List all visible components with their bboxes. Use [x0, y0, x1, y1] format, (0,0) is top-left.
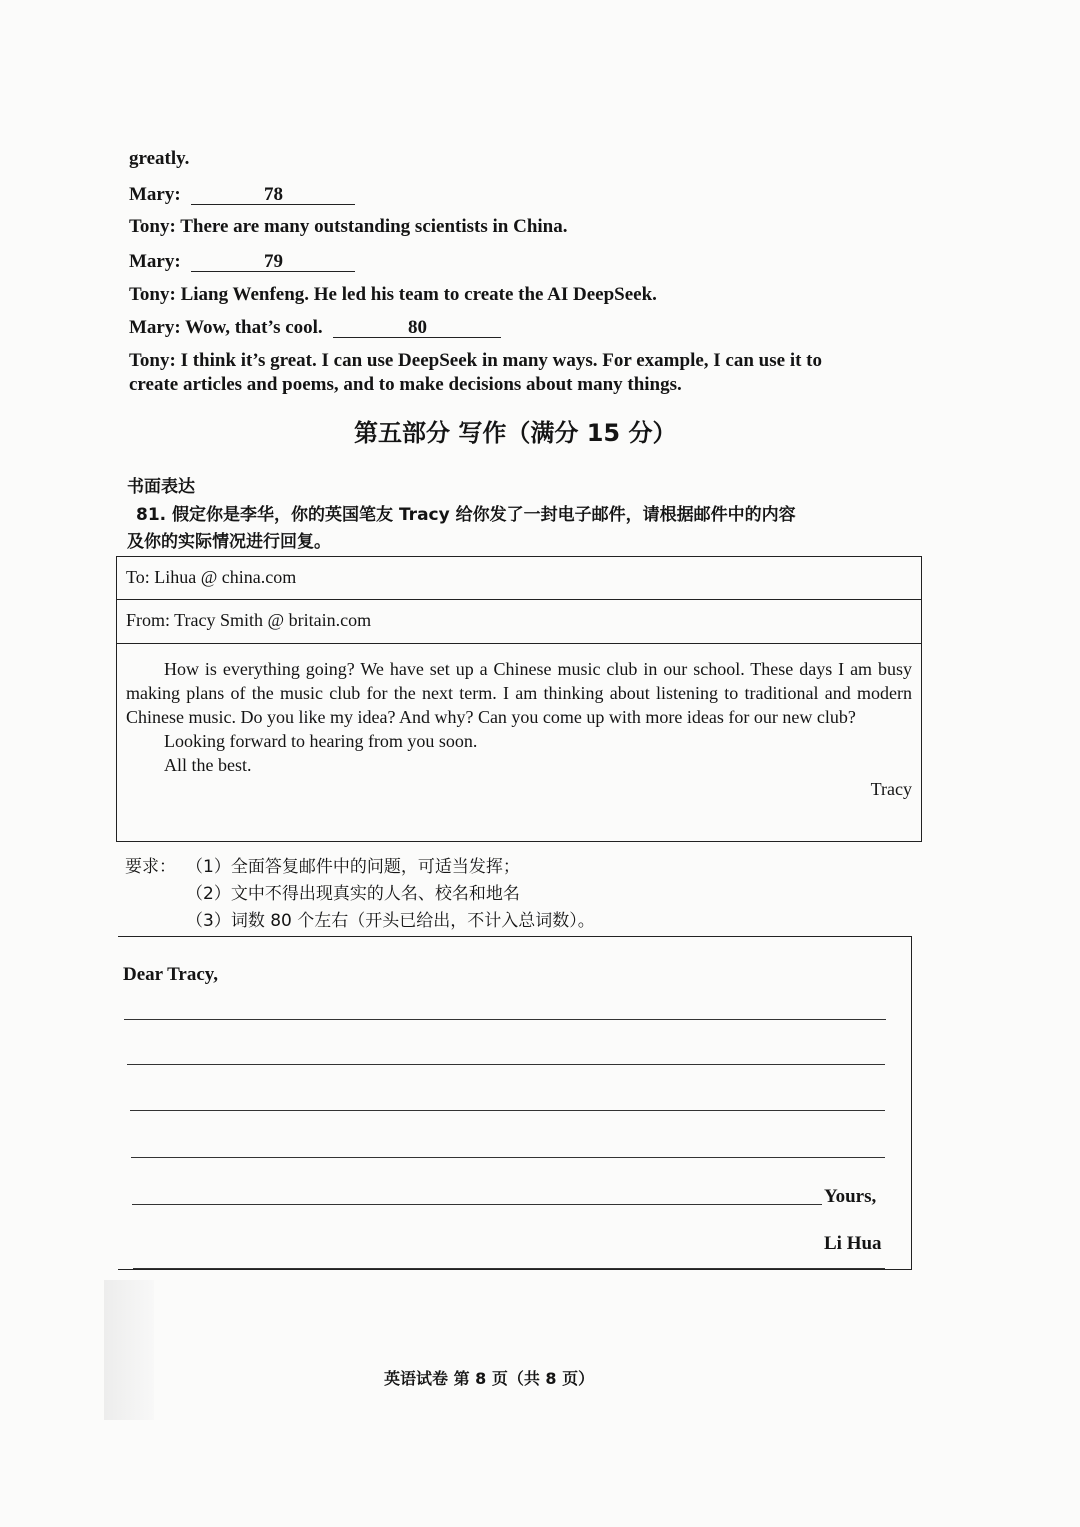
page-footer: 英语试卷 第 8 页（共 8 页）	[384, 1369, 595, 1388]
section-subtitle: 书面表达	[127, 477, 195, 497]
writing-line[interactable]	[127, 1064, 885, 1065]
dialogue-text: Mary: Wow, that’s cool.	[129, 317, 323, 338]
requirement-2: （2）文中不得出现真实的人名、校名和地名	[186, 884, 520, 904]
writing-line[interactable]	[124, 1019, 886, 1020]
dialogue-line-4	[129, 251, 355, 273]
writing-line[interactable]	[133, 1268, 885, 1269]
divider	[117, 643, 921, 644]
writing-line[interactable]	[132, 1204, 822, 1205]
requirements-label: 要求：	[125, 857, 176, 877]
email-signature: Tracy	[870, 779, 912, 799]
speaker-mary: Mary:	[129, 251, 181, 272]
email-from: From: Tracy Smith @ britain.com	[126, 610, 372, 630]
letter-greeting: Dear Tracy,	[123, 964, 218, 985]
dialogue-line-7b: create articles and poems, and to make decisions about many things.	[129, 374, 682, 395]
email-box	[116, 556, 922, 842]
writing-box	[118, 936, 912, 1270]
dialogue-line-5: Tony: Liang Wenfeng. He led his team to create the AI DeepSeek.	[129, 284, 657, 305]
speaker-mary: Mary:	[129, 184, 181, 205]
answer-blank-80: 80	[333, 318, 501, 338]
email-closing-2: All the best.	[164, 755, 252, 775]
writing-line[interactable]	[130, 1110, 885, 1111]
answer-blank-79: 79	[191, 252, 355, 272]
email-body-text: How is everything going? We have set up a Chinese music club in our school. These days I am busy making plans of the music club for the next term. I am thinking about listening to traditional and modern Chinese music. Do you like my idea? And why? Can you come up with more ideas for our new club?	[126, 659, 912, 727]
requirement-3: （3）词数 80 个左右（开头已给出，不计入总词数）。	[186, 911, 595, 931]
email-body	[126, 657, 912, 801]
scan-shadow	[104, 1280, 154, 1420]
question-line-1: 81. 假定你是李华，你的英国笔友 Tracy 给你发了一封电子邮件，请根据邮件中的内容	[136, 505, 796, 525]
letter-closing: Yours,	[824, 1186, 877, 1207]
email-closing-1: Looking forward to hearing from you soon.	[164, 731, 478, 751]
dialogue-line-7a: Tony: I think it’s great. I can use DeepSeek in many ways. For example, I can use it to	[129, 350, 822, 371]
dialogue-line-1: greatly.	[129, 148, 190, 169]
section-title: 第五部分 写作（满分 15 分）	[354, 419, 677, 447]
divider	[117, 599, 921, 600]
letter-signature: Li Hua	[824, 1233, 882, 1254]
email-to: To: Lihua @ china.com	[126, 567, 297, 587]
dialogue-line-6	[129, 317, 501, 339]
dialogue-line-3: Tony: There are many outstanding scientists in China.	[129, 216, 568, 237]
writing-line[interactable]	[131, 1157, 885, 1158]
dialogue-line-2	[129, 184, 355, 206]
question-line-2: 及你的实际情况进行回复。	[127, 532, 331, 552]
answer-blank-78: 78	[191, 185, 355, 205]
requirement-1: （1）全面答复邮件中的问题，可适当发挥；	[186, 857, 520, 877]
